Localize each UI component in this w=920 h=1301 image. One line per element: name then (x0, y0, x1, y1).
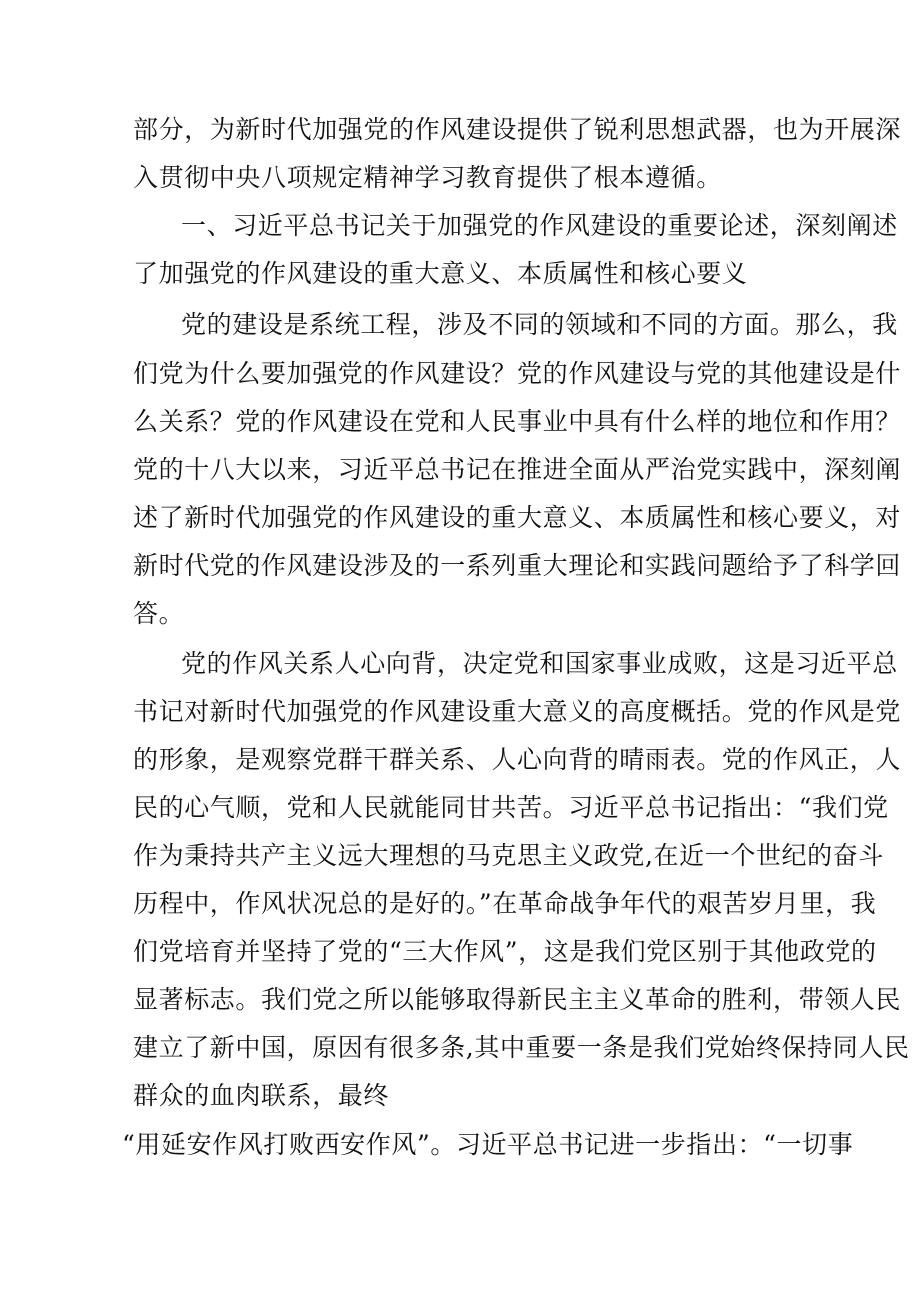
text-line: 书记对新时代加强党的作风建设重大意义的高度概括。党的作风是党 (133, 697, 902, 726)
text-line: 党的十八大以来，习近平总书记在推进全面从严治党实践中，深刻阐 (133, 455, 902, 484)
text-line: 新时代党的作风建设涉及的一系列重大理论和实践问题给予了科学回 (133, 551, 902, 580)
text-line: 们党为什么要加强党的作风建设？党的作风建设与党的其他建设是什 (133, 359, 902, 388)
text-line: 群众的血肉联系，最终 (133, 1081, 390, 1110)
text-line: 作为秉持共产主义远大理想的马克思主义政党,在近一个世纪的奋斗 (133, 841, 884, 870)
text-line: 么关系？党的作风建设在党和人民事业中具有什么样的地位和作用？ (133, 407, 902, 436)
text-line: 建立了新中国，原因有很多条,其中重要一条是我们党始终保持同人民 (133, 1033, 910, 1062)
section-heading-line: 了加强党的作风建设的重大意义、本质属性和核心要义 (133, 259, 748, 288)
text-line: 党的作风关系人心向背，决定党和国家事业成败，这是习近平总 (181, 649, 898, 678)
text-line: 民的心气顺，党和人民就能同甘共苦。习近平总书记指出：“我们党 (133, 793, 889, 822)
text-line: “用延安作风打败西安作风”。习近平总书记进一步指出：“一切事 (122, 1130, 854, 1159)
text-line: 们党培育并坚持了党的“三大作风”，这是我们党区别于其他政党的 (133, 937, 877, 966)
text-line: 显著标志。我们党之所以能够取得新民主主义革命的胜利，带领人民 (133, 985, 902, 1014)
text-line: 的形象，是观察党群干群关系、人心向背的晴雨表。党的作风正，人 (133, 745, 902, 774)
section-heading-line: 一、习近平总书记关于加强党的作风建设的重要论述，深刻阐述 (181, 211, 898, 240)
text-line: 历程中，作风状况总的是好的。”在革命战争年代的艰苦岁月里，我 (133, 889, 877, 918)
text-line: 述了新时代加强党的作风建设的重大意义、本质属性和核心要义，对 (133, 503, 902, 532)
text-line: 答。 (133, 599, 185, 628)
text-line: 党的建设是系统工程，涉及不同的领域和不同的方面。那么，我 (181, 310, 898, 339)
text-line: 入贯彻中央八项规定精神学习教育提供了根本遵循。 (133, 163, 722, 192)
text-line: 部分，为新时代加强党的作风建设提供了锐利思想武器，也为开展深 (133, 115, 902, 144)
